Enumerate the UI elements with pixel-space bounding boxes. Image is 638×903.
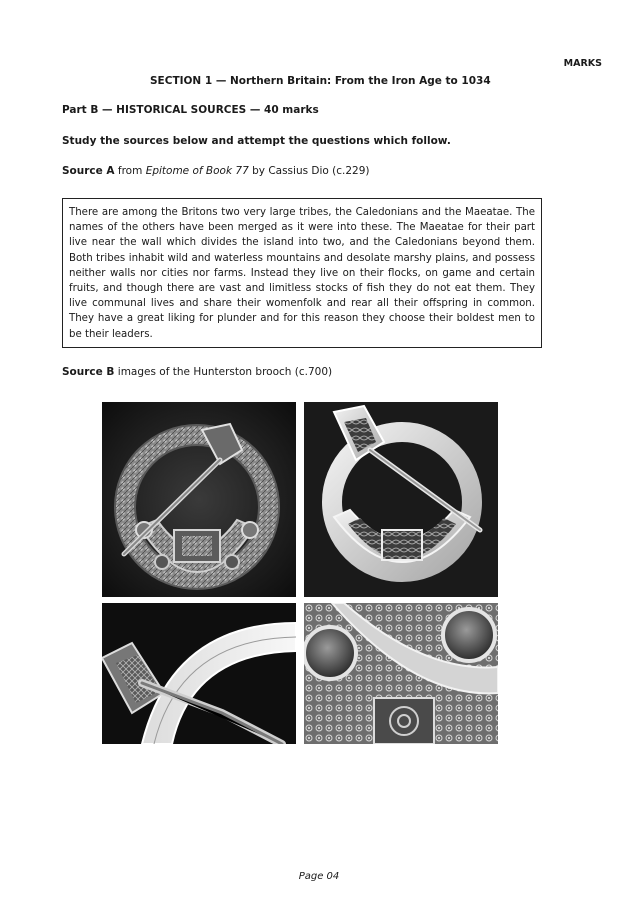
source-a-suffix: by Cassius Dio (c.229): [248, 165, 370, 177]
page-number: Page 04: [298, 871, 340, 882]
source-a-prefix: from: [114, 165, 146, 177]
brooch-front-photo: [102, 402, 296, 597]
source-a-quote: There are among the Britons two very large tribes, the Caledonians and the Maeatae. The names of the others have been merged as it were into these. The Maeatae for their part live near the wall which divides the island into two, and the Caledonians beyond them. Both tribes inhabit wild and waterless mountains and desolate marshy plains, and possess neither walls nor cities nor farms. Instead they live on their flocks, on game and certain fruits, and though there are vast and limitless stocks of fish they do not eat them. They live communal lives and share their womenfolk and rear all their offspring in common. They have a great liking for plunder and for this reason they choose their boldest men to be their leaders.: [69, 207, 535, 340]
brooch-back-photo: [304, 402, 498, 597]
brooch-panel-detail-photo: [304, 603, 498, 744]
part-heading: Part B — HISTORICAL SOURCES — 40 marks: [62, 104, 319, 116]
brooch-image-gallery: [102, 402, 498, 744]
brooch-pin-detail-photo: [102, 603, 296, 744]
marks-label: MARKS: [563, 58, 602, 69]
instruction-text: Study the sources below and attempt the questions which follow.: [62, 135, 451, 147]
source-a-title: Epitome of Book 77: [145, 165, 249, 177]
source-b-label: Source B: [62, 366, 115, 378]
source-b-caption: [62, 366, 332, 378]
source-a-caption: [62, 165, 370, 177]
source-b-text: images of the Hunterston brooch (c.700): [114, 366, 333, 378]
source-a-quote-box: [62, 198, 542, 348]
section-title: SECTION 1 — Northern Britain: From the Iron Age to 1034: [150, 75, 491, 87]
source-a-label: Source A: [62, 165, 115, 177]
